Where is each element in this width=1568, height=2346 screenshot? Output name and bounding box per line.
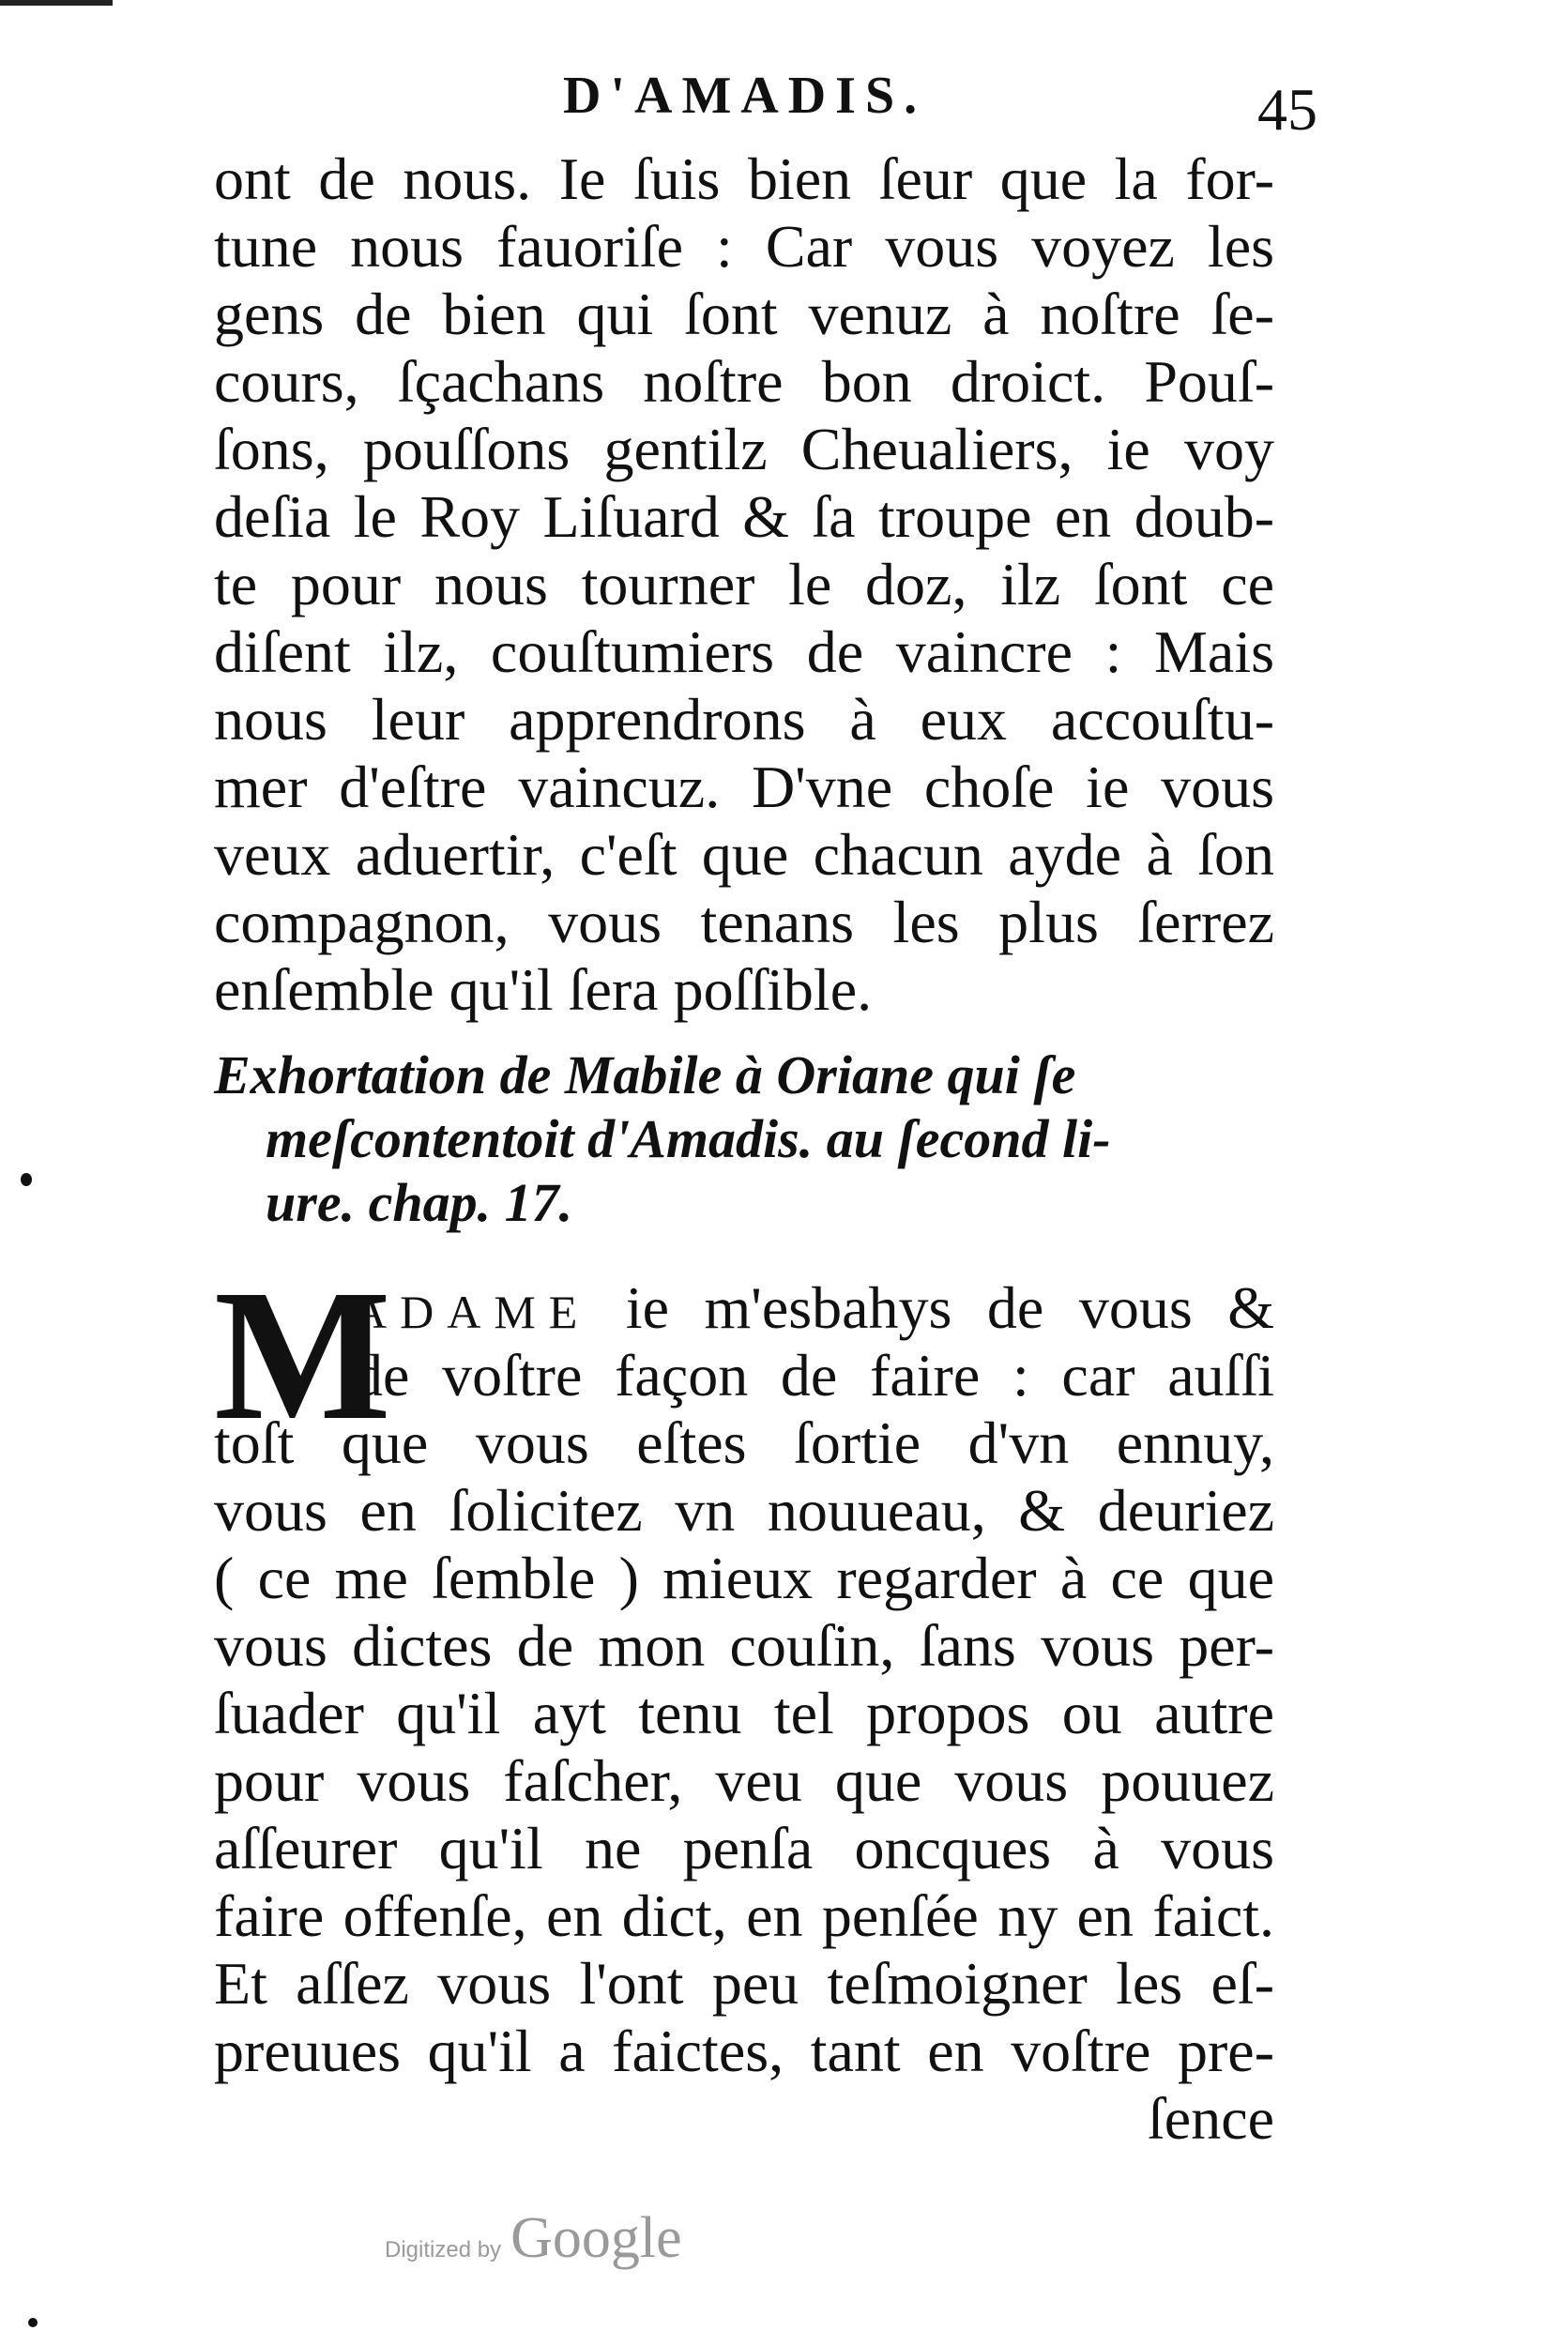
- text-line: gens de bien qui ſont venuz à noſtre ſe-: [214, 281, 1274, 347]
- ink-speck: [21, 1173, 32, 1186]
- text-line: veux aduertir, c'eſt que chacun ayde à ſon: [214, 821, 1274, 888]
- heading-line: meſcontentoit d'Amadis. au ſecond li-: [266, 1108, 1111, 1169]
- text-line: toſt que vous eſtes ſortie d'vn ennuy,: [214, 1409, 1274, 1476]
- text-line: tune nous fauoriſe : Car vous voyez les: [214, 213, 1274, 280]
- first-line-text: ie m'esbahys de vous &: [625, 1274, 1275, 1341]
- text-line: deſia le Roy Liſuard & ſa troupe en doub-: [214, 483, 1274, 550]
- heading-line: Exhortation de Mabile à Oriane qui ſe: [214, 1044, 1076, 1105]
- text-line: de voſtre façon de faire : car auſſi: [353, 1342, 1274, 1409]
- drop-cap: M: [214, 1252, 391, 1459]
- small-caps-word: ADAME: [353, 1286, 591, 1338]
- digitized-watermark: [385, 2205, 682, 2272]
- text-line: preuues qu'il a faictes, tant en voſtre pre-: [214, 2018, 1274, 2084]
- text-line: aſſeurer qu'il ne penſa oncques à vous: [214, 1815, 1274, 1881]
- text-line: vous dictes de mon couſin, ſans vous per-: [214, 1612, 1274, 1679]
- text-line: Et aſſez vous l'ont peu teſmoigner les eſ-: [214, 1950, 1274, 2017]
- paragraph-1: [214, 145, 1274, 1024]
- text-line: nous leur apprendrons à eux accouſtu-: [214, 686, 1274, 753]
- ink-speck: [28, 2318, 38, 2327]
- text-line: ( ce me ſemble ) mieux regarder à ce que: [214, 1545, 1274, 1611]
- text-line: ſons, pouſſons gentilz Cheualiers, ie voy: [214, 416, 1274, 482]
- text-line: faire offenſe, en dict, en penſée ny en faict.: [214, 1882, 1274, 1949]
- text-line-first: [214, 1274, 1274, 1342]
- top-edge-rule: [0, 0, 113, 6]
- text-line: ſuader qu'il ayt tenu tel propos ou autre: [214, 1680, 1274, 1746]
- catchword: ſence: [1148, 2085, 1274, 2152]
- paragraph-2: [214, 1252, 1275, 2153]
- running-head: D'AMADIS.: [563, 67, 927, 125]
- text-line: ont de nous. Ie ſuis bien ſeur que la for-: [214, 145, 1274, 212]
- text-line: pour vous faſcher, veu que vous pouuez: [214, 1747, 1274, 1814]
- page-number: 45: [1257, 76, 1317, 143]
- text-line: mer d'eſtre vaincuz. D'vne choſe ie vous: [214, 754, 1274, 820]
- text-line: cours, ſçachans noſtre bon droict. Pouſ-: [214, 348, 1274, 415]
- section-heading: [214, 1044, 1274, 1235]
- watermark-prefix: Digitized by: [385, 2237, 502, 2262]
- text-line: compagnon, vous tenans les plus ſerrez: [214, 889, 1274, 955]
- heading-line: ure. chap. 17.: [266, 1172, 573, 1233]
- text-line: vous en ſolicitez vn nouueau, & deuriez: [214, 1477, 1274, 1544]
- text-line: enſemble qu'il ſera poſſible.: [214, 956, 873, 1023]
- text-line: te pour nous tourner le doz, ilz ſont ce: [214, 551, 1274, 617]
- google-logo: Google: [510, 2206, 682, 2270]
- text-line: diſent ilz, couſtumiers de vaincre : Mais: [214, 618, 1274, 685]
